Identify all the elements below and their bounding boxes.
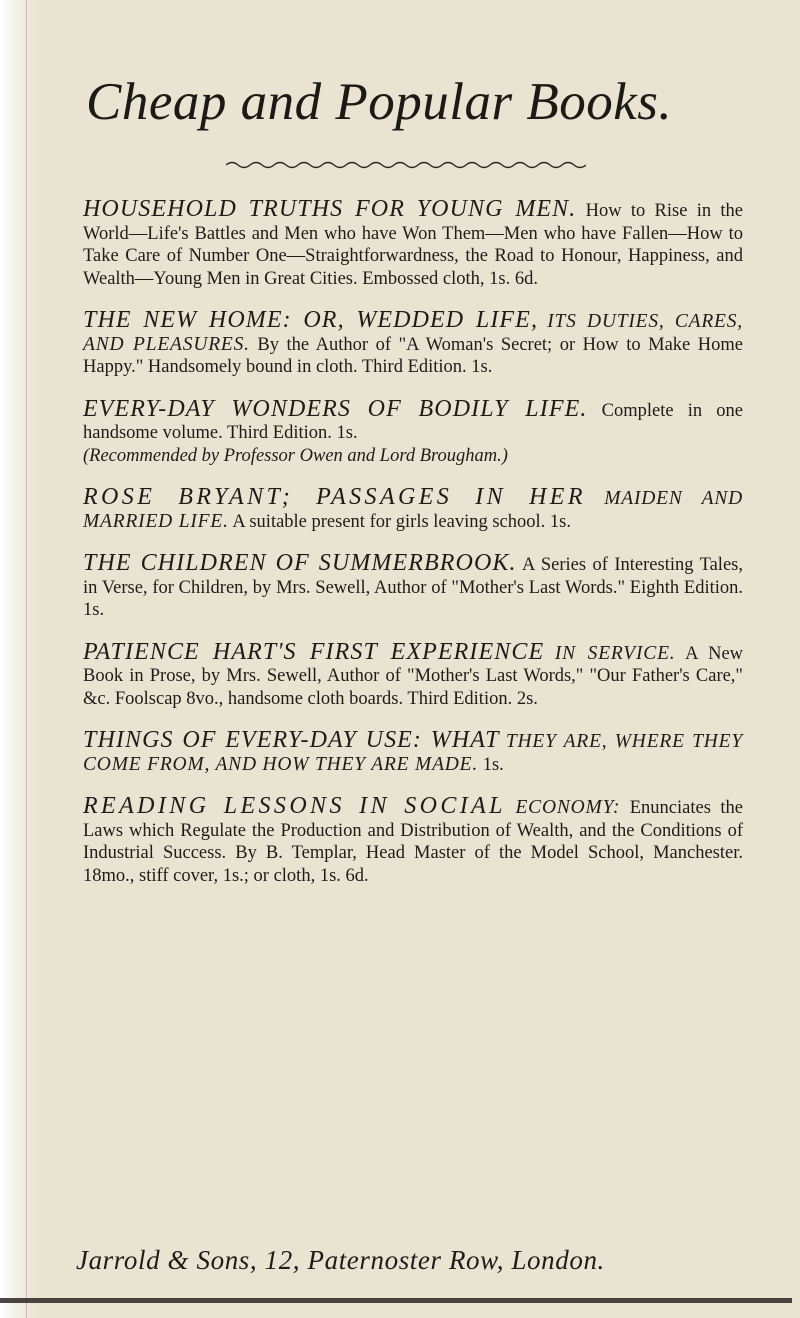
book-list xyxy=(83,196,743,904)
decorative-wave-ornament xyxy=(226,160,586,170)
book-title: EVERY-DAY WONDERS OF BODILY LIFE. xyxy=(83,395,588,422)
book-subtitle: THEY ARE, WHERE THEY COME FROM, AND HOW THEY ARE MADE. xyxy=(83,731,744,775)
book-subtitle: IN SERVICE. xyxy=(554,642,676,664)
book-title: THE NEW HOME: OR, WEDDED LIFE, xyxy=(83,307,539,333)
book-entry xyxy=(83,550,743,622)
book-entry xyxy=(83,307,743,379)
book-entry xyxy=(83,727,743,776)
book-description: How to Rise in the World—Life's Battles and Men who have Won Them—Men who have Fallen—How to Take Care of Number One—Straightforwardness, the Road to Honour, Happiness, and Wealth—Young Men in Great Cities. Embossed cloth, 1s. 6d. xyxy=(83,201,743,289)
book-title: THINGS OF EVERY-DAY USE: WHAT xyxy=(83,727,500,753)
book-title: READING LESSONS IN SOCIAL xyxy=(83,793,506,819)
bottom-rule xyxy=(0,1298,792,1303)
book-description: A New Book in Prose, by Mrs. Sewell, Author of "Mother's Last Words," "Our Father's Care," &c. Foolscap 8vo., handsome cloth boards. Third Edition. 2s. xyxy=(83,643,744,709)
book-description: By the Author of "A Woman's Secret; or How to Make Home Happy." Handsomely bound in cloth. Third Edition. 1s. xyxy=(83,334,743,377)
book-description: A Series of Interesting Tales, in Verse, for Children, by Mrs. Sewell, Author of "Mother's Last Words." Eighth Edition. 1s. xyxy=(83,555,743,620)
page-title: Cheap and Popular Books. xyxy=(86,73,673,131)
book-description: Complete in one handsome volume. Third Edition. 1s. xyxy=(83,400,743,443)
book-description: A suitable present for girls leaving school. 1s. xyxy=(232,511,571,532)
binding-line xyxy=(26,0,27,1318)
book-entry xyxy=(83,396,743,468)
book-title: THE CHILDREN OF SUMMERBROOK. xyxy=(83,550,517,576)
book-entry xyxy=(83,196,743,290)
book-entry xyxy=(83,484,743,533)
book-subtitle: ECONOMY: xyxy=(515,797,621,818)
book-title: PATIENCE HART'S FIRST EXPERIENCE xyxy=(83,638,545,665)
book-title: ROSE BRYANT; PASSAGES IN HER xyxy=(83,484,586,510)
page-edge xyxy=(0,0,38,1318)
book-entry xyxy=(83,793,743,887)
catalogue-page xyxy=(56,0,776,1318)
book-recommendation: (Recommended by Professor Owen and Lord Brougham.) xyxy=(83,445,508,466)
book-entry xyxy=(83,639,743,711)
publisher-imprint: Jarrold & Sons, 12, Paternoster Row, London. xyxy=(76,1245,605,1275)
book-description: Enunciates the Laws which Regulate the Production and Distribution of Wealth, and the Conditions of Industrial Success. By B. Templar, Head Master of the Model School, Manchester. 18mo., stiff cover, 1s.; or cloth, 1s. 6d. xyxy=(83,798,744,886)
book-subtitle: MAIDEN AND MARRIED LIFE. xyxy=(83,488,744,532)
book-description: 1s. xyxy=(482,754,504,775)
book-subtitle: ITS DUTIES, CARES, AND PLEASURES. xyxy=(83,311,743,355)
book-title: HOUSEHOLD TRUTHS FOR YOUNG MEN. xyxy=(83,196,577,222)
